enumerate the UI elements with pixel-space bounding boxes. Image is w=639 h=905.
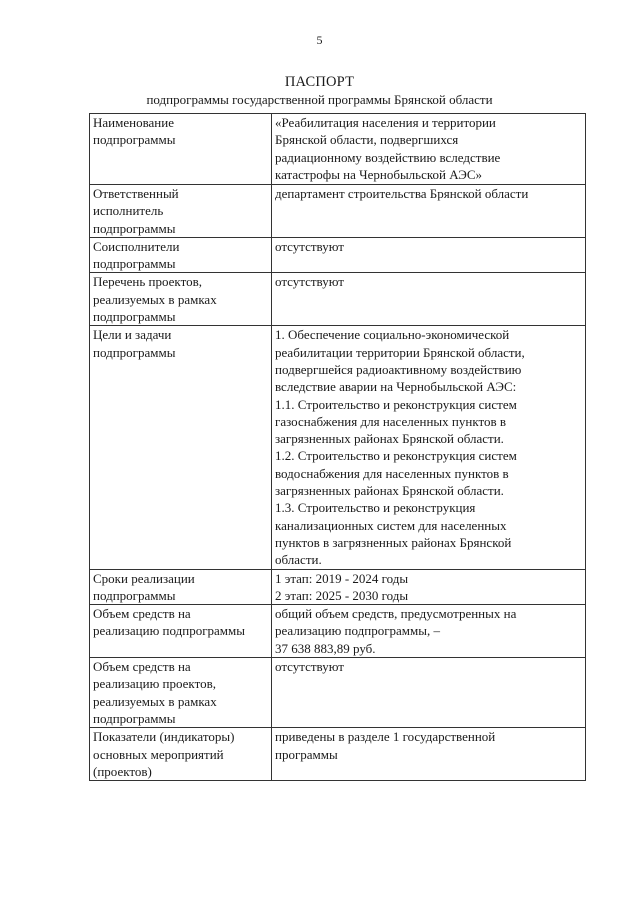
row-value-line: отсутствуют bbox=[275, 238, 344, 254]
row-value-line: «Реабилитация населения и территории bbox=[275, 115, 496, 130]
row-value-line: отсутствуют bbox=[275, 659, 344, 675]
row-label-line: Сроки реализации bbox=[93, 570, 195, 586]
row-value-line: 1.1. Строительство и реконструкция систем bbox=[275, 396, 517, 412]
row-value-line: отсутствуют bbox=[275, 274, 344, 290]
row-value-line: катастрофы на Чернобыльской АЭС» bbox=[275, 166, 483, 182]
row-value-line: Брянской области, подвергшихся bbox=[275, 132, 459, 148]
row-value-cell bbox=[272, 326, 586, 569]
row-value-line: реабилитации территории Брянской области, bbox=[275, 344, 525, 360]
row-value-cell bbox=[272, 658, 586, 728]
row-label-line: подпрограммы bbox=[93, 344, 176, 360]
row-label-line: подпрограммы bbox=[93, 220, 176, 236]
row-value-line: 2 этап: 2025 - 2030 годы bbox=[275, 587, 409, 603]
row-label-line: Объем средств на bbox=[93, 659, 191, 675]
row-value-line: газоснабжения для населенных пунктов в bbox=[275, 413, 507, 429]
row-label-cell bbox=[90, 114, 272, 185]
row-label-line: Перечень проектов, bbox=[93, 274, 202, 290]
row-value-cell bbox=[272, 114, 586, 185]
row-value-cell bbox=[272, 605, 586, 658]
row-value-line: 1.3. Строительство и реконструкция bbox=[275, 500, 476, 516]
row-label-cell bbox=[90, 185, 272, 238]
row-label-cell bbox=[90, 326, 272, 569]
table-row bbox=[90, 273, 586, 326]
row-label-line: реализацию подпрограммы bbox=[93, 623, 245, 639]
document-subtitle: подпрограммы государственной программы Брянской области bbox=[146, 92, 493, 107]
passport-table-body bbox=[90, 114, 586, 781]
row-label-cell bbox=[90, 605, 272, 658]
row-label-line: подпрограммы bbox=[93, 587, 176, 603]
table-row bbox=[90, 185, 586, 238]
row-value-line: 1.2. Строительство и реконструкция систем bbox=[275, 448, 517, 464]
row-value-line: области. bbox=[275, 552, 322, 568]
row-value-line: 37 638 883,89 руб. bbox=[275, 640, 376, 656]
row-label-cell bbox=[90, 569, 272, 605]
row-value-line: радиационному воздействию вследствие bbox=[275, 149, 501, 165]
row-label-line: подпрограммы bbox=[93, 710, 176, 726]
page-number: 5 bbox=[316, 33, 323, 47]
row-value-line: загрязненных районах Брянской области. bbox=[275, 483, 504, 499]
row-label-line: (проектов) bbox=[93, 763, 152, 779]
row-label-cell bbox=[90, 728, 272, 781]
row-label-line: исполнитель bbox=[93, 203, 164, 219]
table-row bbox=[90, 237, 586, 273]
row-label-cell bbox=[90, 273, 272, 326]
row-label-line: подпрограммы bbox=[93, 256, 176, 272]
table-row bbox=[90, 114, 586, 185]
row-value-line: приведены в разделе 1 государственной bbox=[275, 729, 496, 745]
row-value-line: общий объем средств, предусмотренных на bbox=[275, 606, 517, 622]
row-label-line: Показатели (индикаторы) bbox=[93, 729, 235, 745]
row-label-line: подпрограммы bbox=[93, 132, 176, 148]
row-value-line: канализационных систем для населенных bbox=[275, 517, 507, 533]
row-label-cell bbox=[90, 237, 272, 273]
table-row bbox=[90, 605, 586, 658]
row-value-line: пунктов в загрязненных районах Брянской bbox=[275, 534, 512, 550]
passport-table bbox=[89, 113, 586, 781]
row-value-cell bbox=[272, 273, 586, 326]
row-label-cell bbox=[90, 658, 272, 728]
row-value-line: 1. Обеспечение социально-экономической bbox=[275, 327, 510, 343]
row-value-line: загрязненных районах Брянской области. bbox=[275, 431, 504, 447]
row-value-line: программы bbox=[275, 746, 338, 762]
row-label-line: реализуемых в рамках bbox=[93, 291, 217, 307]
row-value-cell bbox=[272, 237, 586, 273]
row-label-line: подпрограммы bbox=[93, 309, 176, 325]
table-row bbox=[90, 658, 586, 728]
row-label-line: основных мероприятий bbox=[93, 746, 224, 762]
table-row bbox=[90, 326, 586, 569]
row-value-cell bbox=[272, 569, 586, 605]
table-row bbox=[90, 728, 586, 781]
row-value-line: водоснабжения для населенных пунктов в bbox=[275, 465, 509, 481]
row-value-line: подвергшейся радиоактивному воздействию bbox=[275, 361, 522, 377]
row-value-line: реализацию подпрограммы, – bbox=[275, 623, 440, 639]
row-label-line: Объем средств на bbox=[93, 606, 191, 622]
document-title: ПАСПОРТ bbox=[284, 74, 355, 90]
table-row bbox=[90, 569, 586, 605]
row-label-line: Наименование bbox=[93, 115, 174, 130]
row-value-cell bbox=[272, 185, 586, 238]
row-value-line: департамент строительства Брянской области bbox=[275, 186, 529, 201]
row-label-line: Ответственный bbox=[93, 186, 179, 201]
row-value-cell bbox=[272, 728, 586, 781]
row-label-line: реализуемых в рамках bbox=[93, 693, 217, 709]
row-label-line: реализацию проектов, bbox=[93, 676, 216, 692]
row-label-line: Соисполнители bbox=[93, 238, 180, 254]
row-value-line: вследствие аварии на Чернобыльской АЭС: bbox=[275, 379, 517, 395]
row-value-line: 1 этап: 2019 - 2024 годы bbox=[275, 570, 409, 586]
row-label-line: Цели и задачи bbox=[93, 327, 172, 343]
